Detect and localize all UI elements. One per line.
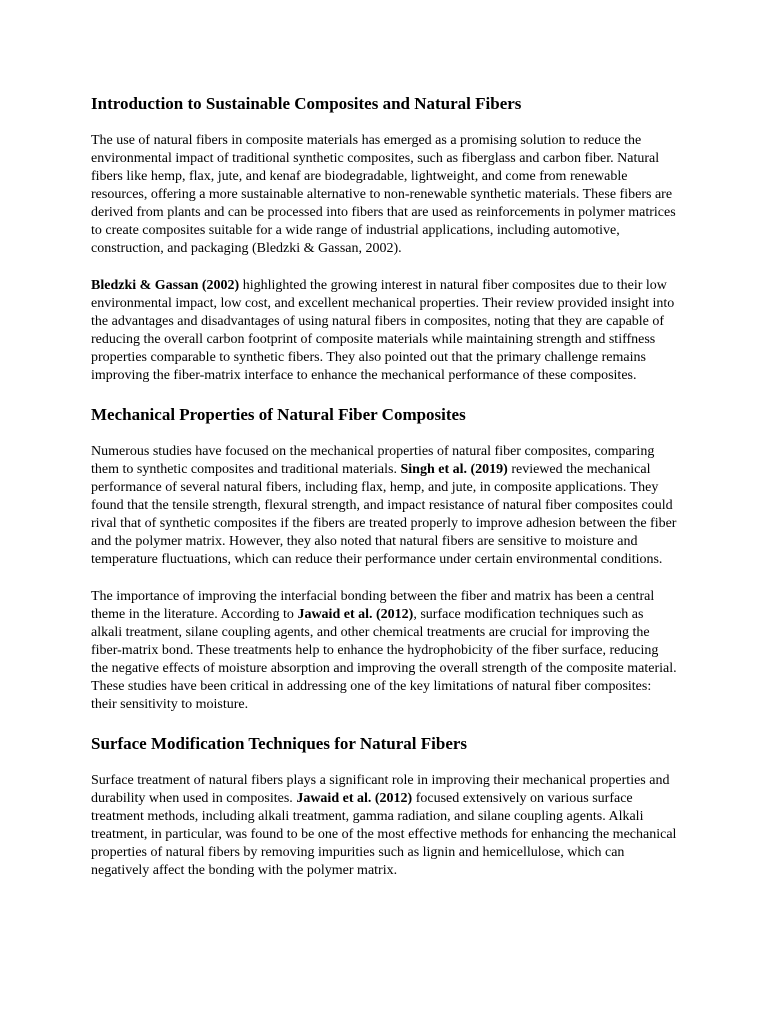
paragraph-text: focused extensively on various surface treatment methods, including alkali treatment, gamma radiation, and silane coupling agents. Alkali treatment, in particular, was found to be one of the most effective methods for enhancing the mechanical properties of natural fibers by removing impurities such as lignin and hemicellulose, which can negatively affect the bonding with the polymer matrix. <box>91 791 677 878</box>
section-heading-introduction: Introduction to Sustainable Composites and Natural Fibers <box>91 94 522 113</box>
citation-bold: Jawaid et al. (2012) <box>297 607 414 622</box>
paragraph-text: The use of natural fibers in composite materials has emerged as a promising solution to reduce the environmental impact of traditional synthetic composites, such as fiberglass and carbon fiber. Natural fibers like hemp, flax, jute, and kenaf are biodegradable, lightweight, and come from renewable resources, offering a more sustainable alternative to non-renewable synthetic materials. These fibers are derived from plants and can be processed into fibers that are used as reinforcements in polymer matrices to create composites suitable for a wide range of industrial applications, including automotive, construction, and packaging (Bledzki & Gassan, 2002). <box>91 133 676 256</box>
paragraph-text: Numerous studies have focused on the mechanical properties of natural fiber composites, comparing them to synthetic composites and traditional materials. <box>91 444 655 477</box>
section-heading-surface-modification: Surface Modification Techniques for Natural Fibers <box>91 734 468 753</box>
section-heading-mechanical-properties: Mechanical Properties of Natural Fiber Composites <box>91 405 466 424</box>
paragraph-text: Surface treatment of natural fibers plays a significant role in improving their mechanical properties and durability when used in composites. <box>91 773 670 806</box>
paragraph <box>91 132 678 258</box>
paragraph-text: highlighted the growing interest in natural fiber composites due to their low environmental impact, low cost, and excellent mechanical properties. Their review provided insight into the advantages and disadvantages of using natural fibers in composites, noting that they are capable of reducing the overall carbon footprint of composite materials while maintaining strength and stiffness properties comparable to synthetic fibers. They also pointed out that the primary challenge remains improving the fiber-matrix interface to enhance the mechanical performance of these composites. <box>91 278 675 383</box>
citation-bold: Bledzki & Gassan (2002) <box>91 278 240 293</box>
citation-bold: Singh et al. (2019) <box>400 462 508 477</box>
paragraph-text: reviewed the mechanical performance of several natural fibers, including flax, hemp, and jute, in composite applications. They found that the tensile strength, flexural strength, and impact resistance of natural fiber composites could rival that of synthetic composites if the fibers are treated properly to improve adhesion between the fiber and the polymer matrix. However, they also noted that natural fibers are sensitive to moisture and temperature fluctuations, which can reduce their performance under certain environmental conditions. <box>91 462 677 567</box>
paragraph <box>91 277 678 385</box>
paragraph-text: The importance of improving the interfacial bonding between the fiber and matrix has been a central theme in the literature. According to <box>91 589 655 622</box>
paragraph <box>91 443 678 569</box>
paragraph <box>91 772 678 880</box>
citation-bold: Jawaid et al. (2012) <box>296 791 413 806</box>
paragraph <box>91 588 678 714</box>
paragraph-text: , surface modification techniques such as alkali treatment, silane coupling agents, and other chemical treatments are crucial for improving the fiber-matrix bond. These treatments help to enhance the hydrophobicity of the fiber surface, reducing the negative effects of moisture absorption and improving the overall strength of the composite material. These studies have been critical in addressing one of the key limitations of natural fiber composites: their sensitivity to moisture. <box>91 607 677 712</box>
